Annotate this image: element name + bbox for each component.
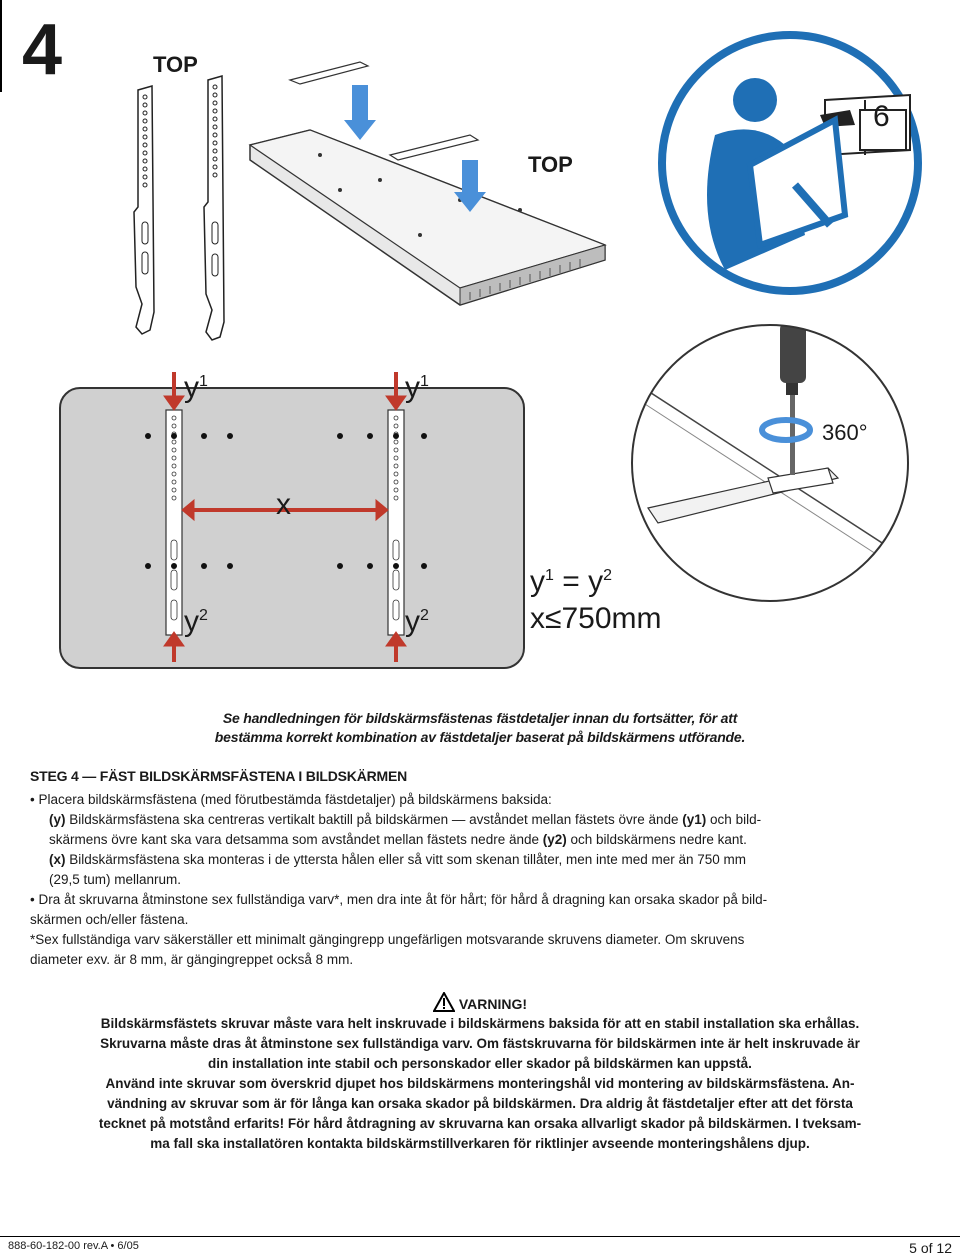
mounting-diagram bbox=[58, 370, 528, 670]
y2-label-left: $y^2$ bbox=[184, 605, 208, 638]
warning-icon bbox=[433, 992, 455, 1012]
mounting-hardware-note bbox=[120, 709, 840, 747]
bullet-tighten-screws-cont: skärmen och/eller fästena. bbox=[30, 912, 189, 927]
thread-note: *Sex fullständiga varv säkerställer ett minimalt gängingrepp ungefärligen motsvarande skruvens diameter. Om skruvens bbox=[30, 932, 745, 947]
warning-line: vändning av skruvar som är för långa kan orsaka skador på bildskärmen. Dra aldrig åt fästdetaljer efter att det första bbox=[107, 1096, 853, 1111]
x-label: x bbox=[276, 488, 291, 521]
warning-title: VARNING! bbox=[458, 996, 528, 1012]
warning-line: din installation inte stabil och personskador eller skador på bildskärmen kan uppstå. bbox=[208, 1056, 752, 1071]
caption-line-2: bestämma korrekt kombination av fästdetaljer baserat på bildskärmens utförande. bbox=[214, 729, 746, 745]
screwdriver-detail-illustration bbox=[628, 318, 913, 608]
page-corner-mark bbox=[0, 0, 2, 92]
y-instruction-cont: skärmens övre kant ska vara detsamma som avståndet mellan fästets nedre ände (y2) och bildskärmens nedre kant. bbox=[49, 832, 747, 847]
equation-y1-equals-y2: $y^1 = y^2$ bbox=[530, 565, 613, 598]
warning-line: Skruvarna måste dras åt åtminstone sex fullständiga varv. Om fästskruvarna för bildskärmen inte är helt inskruvade är bbox=[100, 1036, 860, 1051]
page-number: 5 of 12 bbox=[909, 1240, 952, 1256]
vertical-brackets-illustration bbox=[120, 72, 240, 342]
x-instruction: (x) Bildskärmsfästena ska monteras i de yttersta hålen eller så vitt som skenan tillåter, men inte med mer än 750 mm bbox=[49, 852, 747, 867]
monitor-back-illustration bbox=[240, 60, 620, 310]
footer-rule bbox=[0, 1236, 960, 1237]
step-title: STEG 4 — FÄST BILDSKÄRMSFÄSTENA I BILDSKÄRMEN bbox=[30, 768, 408, 784]
warning-line: Använd inte skruvar som överskrid djupet hos bildskärmens monteringshål vid montering av bildskärmsfästena. An- bbox=[105, 1076, 855, 1091]
warning-line: ma fall ska installatören kontakta bildskärmstillverkaren för riktlinjer avseende monteringshålens djup. bbox=[150, 1136, 810, 1151]
bullet-tighten-screws: • Dra åt skruvarna åtminstone sex fullständiga varv*, men dra inte åt för hårt; för hård å dragning kan orsaka skador på bild- bbox=[30, 892, 768, 907]
read-manual-icon bbox=[655, 15, 925, 300]
rotation-360-label: 360° bbox=[822, 420, 868, 445]
step-number: 4 bbox=[22, 10, 63, 90]
warning-heading bbox=[0, 992, 960, 1012]
x-instruction-cont: (29,5 tum) mellanrum. bbox=[49, 872, 182, 887]
top-label-monitor: TOP bbox=[528, 152, 573, 177]
y1-label-right: $y^1$ bbox=[405, 371, 429, 404]
y1-label-left: $y^1$ bbox=[184, 371, 208, 404]
warning-line: Bildskärmsfästets skruvar måste vara helt inskruvade i bildskärmens baksida för att en stabil installation ska erhållas. bbox=[100, 1016, 860, 1031]
bullet-place-brackets: • Placera bildskärmsfästena (med förutbestämda fästdetaljer) på bildskärmens baksida: bbox=[30, 792, 552, 807]
warning-line: tecknet på motstånd erfarits! För hård åtdragning av skruvarna kan orsaka allvarligt skador på bildskärmen. I tveksam- bbox=[98, 1116, 862, 1131]
equation-x-max: x≤750mm bbox=[530, 602, 662, 635]
instructions bbox=[30, 790, 920, 970]
top-label-brackets: TOP bbox=[153, 52, 198, 77]
thread-note-cont: diameter exv. är 8 mm, är gängingreppet också 8 mm. bbox=[30, 952, 354, 967]
warning-text bbox=[30, 1014, 930, 1154]
caption-line-1: Se handledningen för bildskärmsfästenas fästdetaljer innan du fortsätter, för att bbox=[222, 710, 738, 726]
document-code: 888-60-182-00 rev.A • 6/05 bbox=[8, 1240, 139, 1252]
y2-label-right: $y^2$ bbox=[405, 605, 429, 638]
y-instruction: (y) Bildskärmsfästena ska centreras vertikalt baktill på bildskärmen — avståndet mellan fästets övre ände (y1) och bild- bbox=[49, 812, 762, 827]
manual-page-number: 6 bbox=[873, 100, 890, 133]
